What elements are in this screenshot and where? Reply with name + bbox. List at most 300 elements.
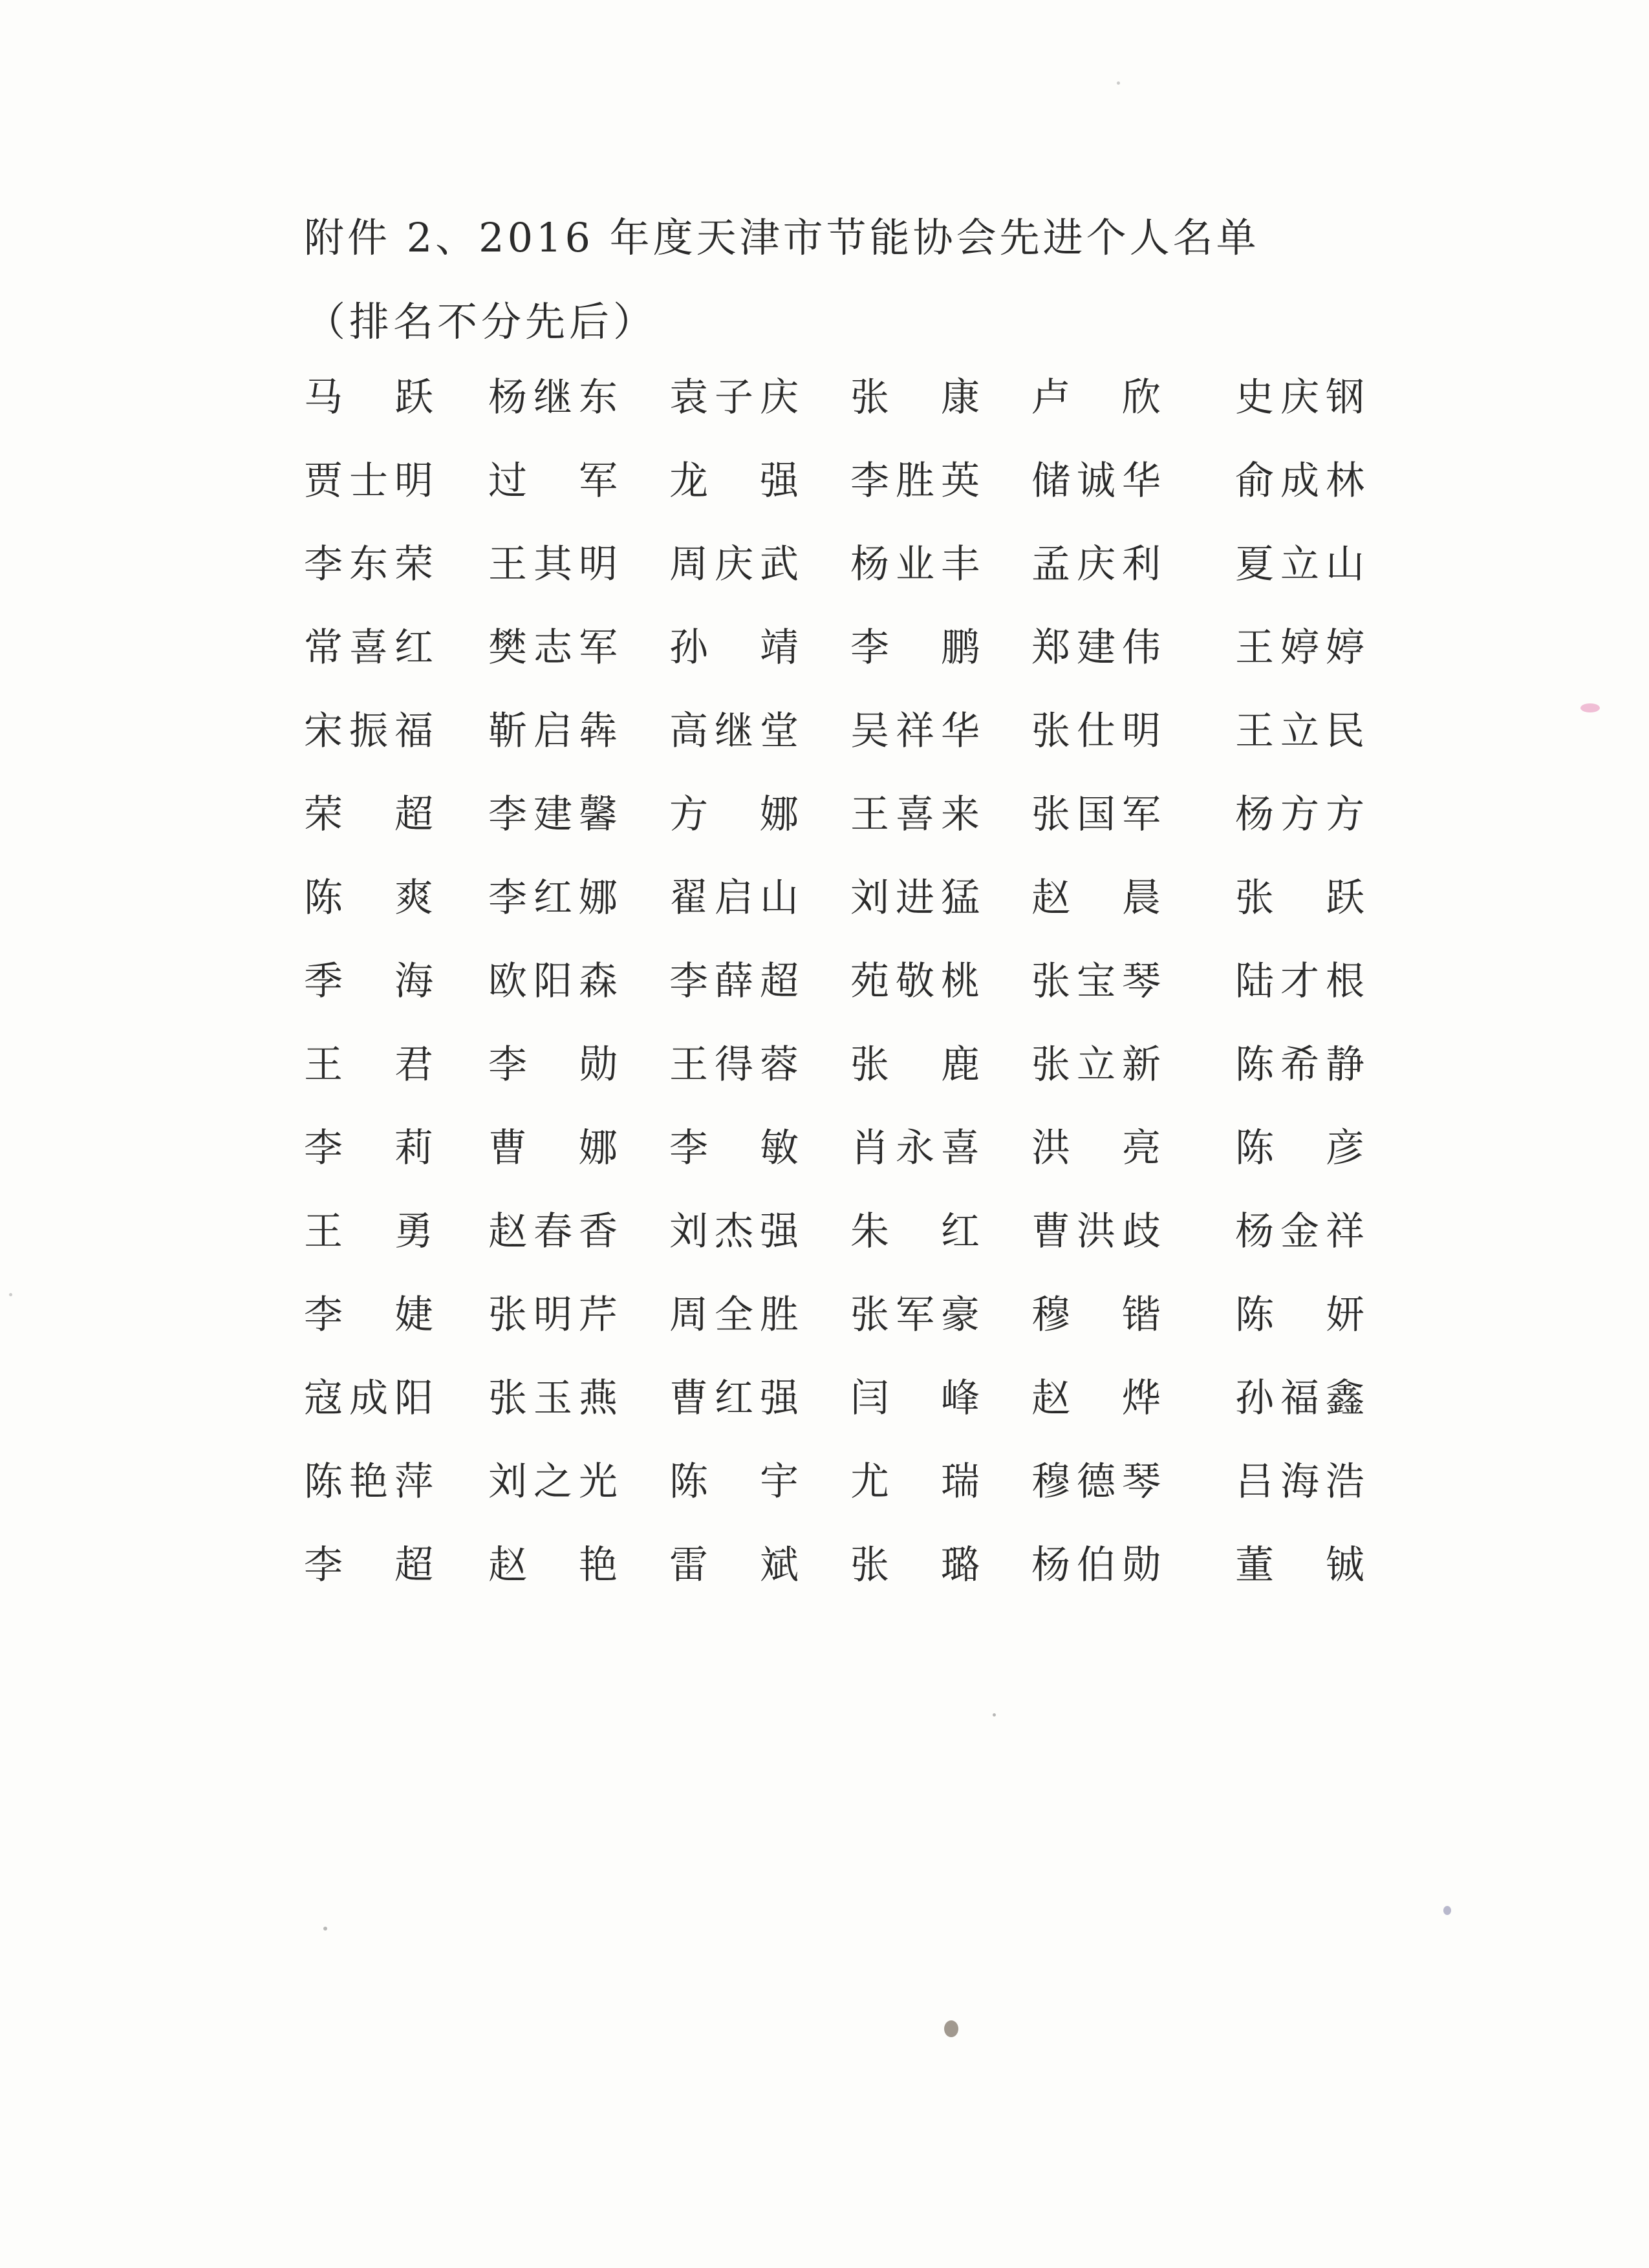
person-name [669,539,799,590]
name-character: 王 [669,1042,708,1087]
name-character: 成 [1280,458,1319,504]
name-character: 周 [669,1292,708,1338]
scan-speck [1580,703,1600,712]
name-character: 跃 [1326,875,1364,921]
name-character: 铖 [1326,1543,1364,1588]
name-character: 民 [1326,709,1364,754]
name-character: 曹 [669,1376,708,1421]
name-character: 穆 [1031,1459,1070,1504]
person-name [669,1039,799,1091]
person-name [850,1539,980,1591]
person-name [669,622,799,674]
name-row [304,1122,1416,1206]
person-name [1031,1373,1161,1424]
person-name [850,1373,980,1424]
name-character: 亮 [1122,1126,1161,1171]
name-character: 猛 [941,875,980,921]
name-character: 永 [896,1126,934,1171]
person-name [304,705,433,757]
name-character: 燕 [579,1376,618,1421]
name-character: 荣 [394,542,433,587]
name-character: 东 [349,542,388,587]
name-character: 李 [304,1543,343,1588]
name-character: 储 [1031,458,1070,504]
name-character: 李 [850,625,889,670]
name-character: 董 [1235,1543,1274,1588]
name-character: 薛 [715,959,753,1004]
name-character: 张 [850,1042,889,1087]
name-character: 军 [579,458,618,504]
person-name [488,455,618,507]
name-character: 陆 [1235,959,1274,1004]
person-name [488,872,618,924]
person-name [669,1289,799,1341]
name-character: 史 [1235,375,1274,420]
name-character: 方 [1280,792,1319,837]
name-character: 张 [1031,792,1070,837]
name-row [304,789,1416,872]
name-character: 喜 [941,1126,980,1171]
name-character: 洪 [1077,1209,1116,1254]
person-name [1235,1539,1364,1591]
name-character: 肖 [850,1126,889,1171]
person-name [1235,539,1364,590]
name-character: 喜 [349,625,388,670]
name-character: 振 [349,709,388,754]
name-character: 李 [669,1126,708,1171]
name-character: 诚 [1077,458,1116,504]
name-character: 杨 [1235,1209,1274,1254]
name-character: 成 [349,1376,388,1421]
person-name [1031,1456,1161,1508]
name-character: 子 [715,375,753,420]
name-character: 其 [534,542,572,587]
name-character: 张 [488,1376,527,1421]
name-character: 光 [579,1459,618,1504]
name-character: 闫 [850,1376,889,1421]
person-name [1031,372,1161,423]
name-character: 玉 [534,1376,572,1421]
name-character: 斌 [760,1543,799,1588]
person-name [850,789,980,840]
name-character: 金 [1280,1209,1319,1254]
name-character: 山 [1326,542,1364,587]
name-character: 李 [488,1042,527,1087]
name-character: 刘 [850,875,889,921]
name-character: 李 [304,1292,343,1338]
name-character: 喜 [896,792,934,837]
name-character: 鑫 [1326,1376,1364,1421]
name-character: 阳 [534,959,572,1004]
name-character: 李 [669,959,708,1004]
scan-speck [944,2020,958,2037]
name-character: 马 [304,375,343,420]
person-name [304,1539,433,1591]
name-list [304,372,1416,1623]
name-character: 吕 [1235,1459,1274,1504]
name-character: 军 [1122,792,1161,837]
person-name [669,1456,799,1508]
person-name [488,789,618,840]
name-character: 烨 [1122,1376,1161,1421]
name-character: 夏 [1235,542,1274,587]
name-character: 桃 [941,959,980,1004]
name-character: 来 [941,792,980,837]
person-name [669,872,799,924]
name-character: 启 [715,875,753,921]
person-name [850,1206,980,1257]
name-character: 阳 [394,1376,433,1421]
name-character: 歧 [1122,1209,1161,1254]
person-name [1235,705,1364,757]
name-character: 豪 [941,1292,980,1338]
scan-speck [323,1927,327,1931]
name-character: 敏 [760,1126,799,1171]
name-character: 张 [850,1292,889,1338]
name-character: 根 [1326,959,1364,1004]
name-character: 爽 [394,875,433,921]
name-row [304,1289,1416,1373]
name-character: 立 [1280,709,1319,754]
person-name [1235,956,1364,1007]
name-character: 君 [394,1042,433,1087]
name-character: 明 [579,542,618,587]
name-character: 赵 [1031,875,1070,921]
name-row [304,956,1416,1039]
name-character: 国 [1077,792,1116,837]
name-character: 堂 [760,709,799,754]
name-character: 福 [1280,1376,1319,1421]
name-character: 李 [850,458,889,504]
name-character: 建 [1077,625,1116,670]
name-character: 启 [534,709,572,754]
name-character: 勋 [1122,1543,1161,1588]
name-character: 朱 [850,1209,889,1254]
name-character: 方 [669,792,708,837]
name-row [304,622,1416,705]
name-character: 强 [760,1209,799,1254]
person-name [304,1039,433,1091]
name-character: 娜 [579,1126,618,1171]
person-name [850,622,980,674]
name-character: 杰 [715,1209,753,1254]
name-character: 李 [304,542,343,587]
name-character: 陈 [1235,1292,1274,1338]
person-name [1031,455,1161,507]
name-character: 寇 [304,1376,343,1421]
name-character: 艳 [349,1459,388,1504]
name-character: 宋 [304,709,343,754]
name-character: 森 [579,959,618,1004]
person-name [669,956,799,1007]
name-character: 德 [1077,1459,1116,1504]
scan-speck [1443,1906,1451,1915]
name-character: 王 [304,1042,343,1087]
person-name [1235,1039,1364,1091]
scan-speck [9,1293,12,1296]
name-character: 周 [669,542,708,587]
name-row [304,1039,1416,1122]
name-character: 婕 [394,1292,433,1338]
name-character: 春 [534,1209,572,1254]
person-name [669,789,799,840]
name-character: 晨 [1122,875,1161,921]
name-character: 强 [760,1376,799,1421]
person-name [1031,622,1161,674]
name-character: 贾 [304,458,343,504]
name-character: 陈 [304,1459,343,1504]
name-character: 之 [534,1459,572,1504]
name-row [304,1456,1416,1539]
name-character: 祥 [1326,1209,1364,1254]
name-character: 张 [1031,709,1070,754]
name-character: 樊 [488,625,527,670]
person-name [488,539,618,590]
person-name [488,1373,618,1424]
person-name [669,705,799,757]
name-row [304,372,1416,455]
name-character: 庆 [1077,542,1116,587]
name-character: 红 [394,625,433,670]
name-character: 祥 [896,709,934,754]
person-name [488,1039,618,1091]
name-character: 龙 [669,458,708,504]
name-character: 张 [1031,959,1070,1004]
name-character: 欣 [1122,375,1161,420]
person-name [850,1122,980,1174]
person-name [304,872,433,924]
name-character: 璐 [941,1543,980,1588]
person-name [304,539,433,590]
person-name [488,956,618,1007]
name-character: 胜 [760,1292,799,1338]
name-character: 立 [1280,542,1319,587]
person-name [1235,455,1364,507]
name-character: 莉 [394,1126,433,1171]
name-character: 常 [304,625,343,670]
name-character: 婷 [1326,625,1364,670]
person-name [850,455,980,507]
name-character: 刘 [669,1209,708,1254]
name-character: 萍 [394,1459,433,1504]
person-name [669,455,799,507]
person-name [488,622,618,674]
name-character: 军 [896,1292,934,1338]
person-name [1235,872,1364,924]
person-name [1235,1289,1364,1341]
name-character: 雷 [669,1543,708,1588]
name-character: 孟 [1031,542,1070,587]
person-name [488,705,618,757]
name-character: 进 [896,875,934,921]
name-character: 山 [760,875,799,921]
person-name [850,705,980,757]
document-title: 附件 2、2016 年度天津市节能协会先进个人名单 [304,214,1260,261]
person-name [488,1456,618,1508]
person-name [304,1373,433,1424]
name-character: 王 [850,792,889,837]
person-name [488,1206,618,1257]
name-character: 馨 [579,792,618,837]
name-character: 锴 [1122,1292,1161,1338]
person-name [488,1289,618,1341]
person-name [1031,1206,1161,1257]
name-character: 陈 [669,1459,708,1504]
name-character: 荣 [304,792,343,837]
name-row [304,1206,1416,1289]
name-character: 静 [1326,1042,1364,1087]
name-character: 敬 [896,959,934,1004]
name-character: 季 [304,959,343,1004]
name-character: 志 [534,625,572,670]
name-character: 翟 [669,875,708,921]
person-name [1235,372,1364,423]
name-character: 新 [1122,1042,1161,1087]
name-character: 靖 [760,625,799,670]
name-character: 琴 [1122,959,1161,1004]
name-character: 超 [760,959,799,1004]
person-name [1235,1206,1364,1257]
name-character: 福 [394,709,433,754]
name-character: 强 [760,458,799,504]
person-name [304,622,433,674]
name-character: 丰 [941,542,980,587]
name-character: 俞 [1235,458,1274,504]
person-name [1031,956,1161,1007]
person-name [1031,1539,1161,1591]
name-character: 婷 [1280,625,1319,670]
person-name [1031,1039,1161,1091]
name-character: 仕 [1077,709,1116,754]
name-character: 赵 [488,1209,527,1254]
name-character: 英 [941,458,980,504]
name-character: 明 [534,1292,572,1338]
person-name [1031,789,1161,840]
name-character: 张 [850,1543,889,1588]
scan-speck [1117,81,1120,85]
name-character: 陈 [1235,1126,1274,1171]
name-character: 宇 [760,1459,799,1504]
name-row [304,872,1416,956]
name-character: 苑 [850,959,889,1004]
name-character: 尤 [850,1459,889,1504]
name-character: 伯 [1077,1543,1116,1588]
person-name [304,455,433,507]
name-character: 靳 [488,709,527,754]
name-character: 庆 [760,375,799,420]
name-character: 娜 [760,792,799,837]
name-character: 张 [488,1292,527,1338]
name-character: 利 [1122,542,1161,587]
person-name [1031,539,1161,590]
person-name [304,956,433,1007]
person-name [488,1539,618,1591]
person-name [850,872,980,924]
person-name [669,372,799,423]
name-character: 杨 [1031,1543,1070,1588]
person-name [488,1122,618,1174]
name-character: 士 [349,458,388,504]
name-character: 庆 [1280,375,1319,420]
name-character: 跃 [394,375,433,420]
name-character: 海 [1280,1459,1319,1504]
name-character: 明 [1122,709,1161,754]
name-character: 康 [941,375,980,420]
person-name [850,1289,980,1341]
person-name [1031,705,1161,757]
person-name [1031,872,1161,924]
name-character: 袁 [669,375,708,420]
document-subtitle: （排名不分先后） [305,298,658,345]
name-character: 鹏 [941,625,980,670]
name-character: 赵 [488,1543,527,1588]
name-character: 犇 [579,709,618,754]
name-character: 香 [579,1209,618,1254]
name-character: 曹 [488,1126,527,1171]
name-character: 伟 [1122,625,1161,670]
name-character: 李 [488,875,527,921]
name-character: 王 [488,542,527,587]
name-character: 鹿 [941,1042,980,1087]
name-character: 红 [534,875,572,921]
name-character: 妍 [1326,1292,1364,1338]
name-character: 王 [1235,625,1274,670]
name-character: 穆 [1031,1292,1070,1338]
name-character: 张 [1031,1042,1070,1087]
name-character: 得 [715,1042,753,1087]
name-character: 陈 [1235,1042,1274,1087]
name-character: 琴 [1122,1459,1161,1504]
name-character: 芹 [579,1292,618,1338]
name-character: 娜 [579,875,618,921]
name-character: 浩 [1326,1459,1364,1504]
name-character: 杨 [1235,792,1274,837]
name-character: 华 [941,709,980,754]
person-name [1031,1289,1161,1341]
name-character: 庆 [715,542,753,587]
name-character: 张 [850,375,889,420]
name-character: 钢 [1326,375,1364,420]
person-name [304,372,433,423]
person-name [1235,1122,1364,1174]
name-character: 业 [896,542,934,587]
person-name [1235,789,1364,840]
person-name [1031,1122,1161,1174]
name-character: 建 [534,792,572,837]
name-character: 李 [488,792,527,837]
name-character: 过 [488,458,527,504]
name-character: 曹 [1031,1209,1070,1254]
name-character: 李 [304,1126,343,1171]
person-name [669,1206,799,1257]
name-character: 立 [1077,1042,1116,1087]
name-row [304,705,1416,789]
name-character: 王 [304,1209,343,1254]
name-row [304,1539,1416,1623]
person-name [304,1289,433,1341]
name-character: 继 [715,709,753,754]
name-character: 杨 [850,542,889,587]
name-character: 孙 [1235,1376,1274,1421]
person-name [669,1373,799,1424]
name-character: 欧 [488,959,527,1004]
name-character: 军 [579,625,618,670]
person-name [304,789,433,840]
person-name [1235,622,1364,674]
name-character: 希 [1280,1042,1319,1087]
name-character: 林 [1326,458,1364,504]
name-character: 继 [534,375,572,420]
